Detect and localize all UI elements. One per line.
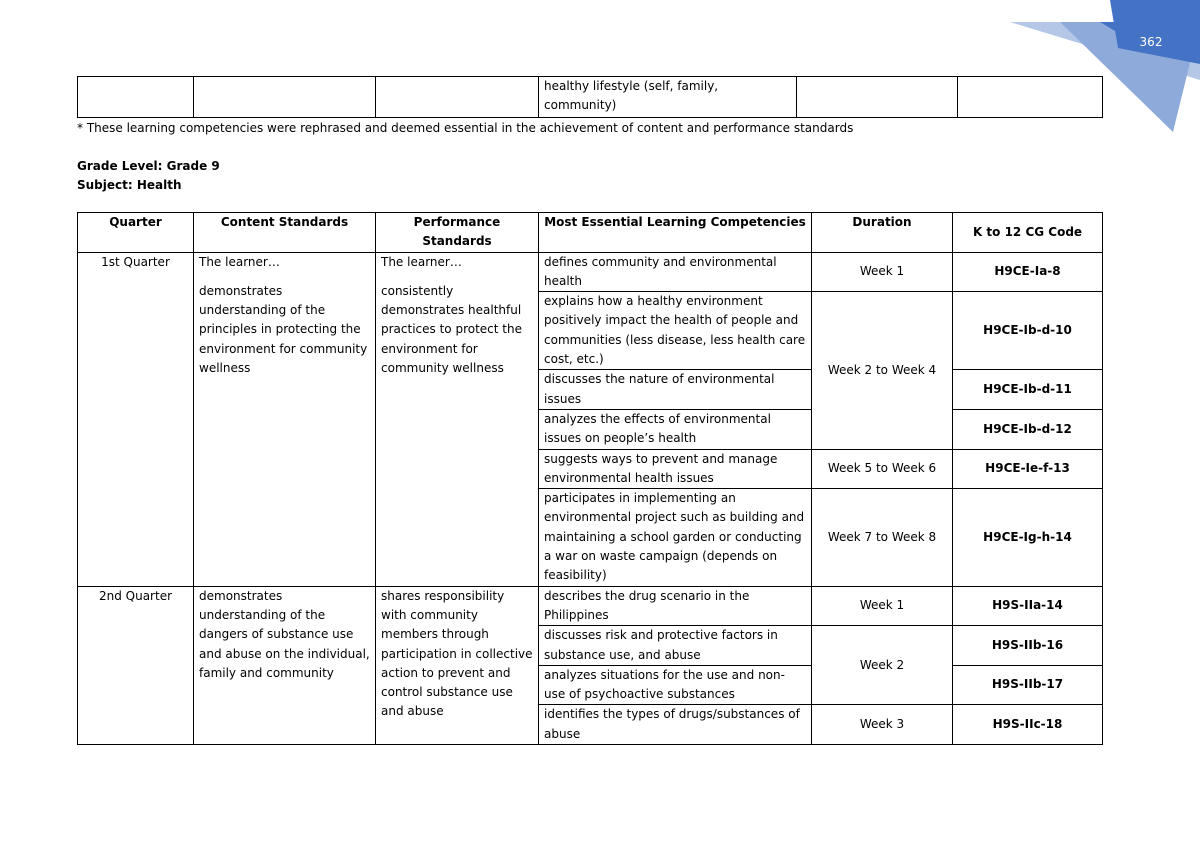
header-duration: Duration	[812, 213, 953, 253]
previous-table-continuation	[77, 76, 1103, 118]
melc-cell: suggests ways to prevent and manage environmental health issues	[539, 449, 812, 489]
code-cell: H9CE-Ib-d-10	[953, 292, 1103, 370]
melc-cell: defines community and environmental health	[539, 252, 812, 292]
performance-standards-cell: shares responsibility with community members through participation in collective action to prevent and control substance use and abuse	[376, 586, 539, 744]
quarter-cell: 2nd Quarter	[78, 586, 194, 744]
performance-intro: The learner…	[381, 254, 462, 269]
code-cell: H9CE-Ie-f-13	[953, 449, 1103, 489]
content-intro: The learner…	[199, 254, 280, 269]
page-number: 362	[1139, 35, 1163, 49]
header-row	[78, 213, 1103, 253]
melc-cell: describes the drug scenario in the Philippines	[539, 586, 812, 626]
performance-text: consistently demonstrates healthful practices to protect the environment for community wellness	[381, 283, 522, 376]
melc-cell: participates in implementing an environmental project such as building and maintaining a school garden or conducting a war on waste campaign (depends on feasibility)	[539, 489, 812, 586]
duration-cell: Week 3	[812, 705, 953, 745]
code-cell: H9S-IIc-18	[953, 705, 1103, 745]
header-melc: Most Essential Learning Competencies	[539, 213, 812, 253]
subject: Subject: Health	[77, 178, 182, 192]
melc-table	[77, 212, 1103, 745]
duration-cell: Week 5 to Week 6	[812, 449, 953, 489]
competency-cell: healthy lifestyle (self, family, community)	[539, 77, 797, 118]
melc-cell: discusses risk and protective factors in substance use, and abuse	[539, 626, 812, 666]
content-standards-cell	[194, 252, 376, 586]
header-quarter: Quarter	[78, 213, 194, 253]
melc-cell: analyzes situations for the use and non-use of psychoactive substances	[539, 665, 812, 705]
duration-cell: Week 7 to Week 8	[812, 489, 953, 586]
quarter-cell: 1st Quarter	[78, 252, 194, 586]
content-standards-cell: demonstrates understanding of the dangers of substance use and abuse on the individual, family and community	[194, 586, 376, 744]
content-text: demonstrates understanding of the principles in protecting the environment for community wellness	[199, 283, 368, 376]
code-cell: H9CE-Ib-d-12	[953, 409, 1103, 449]
code-cell: H9CE-Ia-8	[953, 252, 1103, 292]
table-row	[78, 252, 1103, 292]
grade-level: Grade Level: Grade 9	[77, 159, 220, 173]
duration-cell: Week 2	[812, 626, 953, 705]
melc-cell: identifies the types of drugs/substances of abuse	[539, 705, 812, 745]
code-cell: H9CE-Ib-d-11	[953, 370, 1103, 410]
melc-cell: analyzes the effects of environmental issues on people’s health	[539, 409, 812, 449]
corner-decoration	[1000, 0, 1200, 140]
table-row	[78, 77, 1103, 118]
code-cell: H9S-IIa-14	[953, 586, 1103, 626]
code-cell: H9S-IIb-16	[953, 626, 1103, 666]
table-row	[78, 586, 1103, 626]
melc-cell: discusses the nature of environmental issues	[539, 370, 812, 410]
performance-standards-cell	[376, 252, 539, 586]
duration-cell: Week 2 to Week 4	[812, 292, 953, 449]
code-cell: H9CE-Ig-h-14	[953, 489, 1103, 586]
header-content-standards: Content Standards	[194, 213, 376, 253]
duration-cell: Week 1	[812, 586, 953, 626]
header-performance-standards: Performance Standards	[376, 213, 539, 253]
footnote: * These learning competencies were rephrased and deemed essential in the achievement of content and performance standards	[77, 121, 854, 135]
header-code: K to 12 CG Code	[953, 213, 1103, 253]
code-cell: H9S-IIb-17	[953, 665, 1103, 705]
duration-cell: Week 1	[812, 252, 953, 292]
melc-cell: explains how a healthy environment positively impact the health of people and communities (less disease, less health care cost, etc.)	[539, 292, 812, 370]
